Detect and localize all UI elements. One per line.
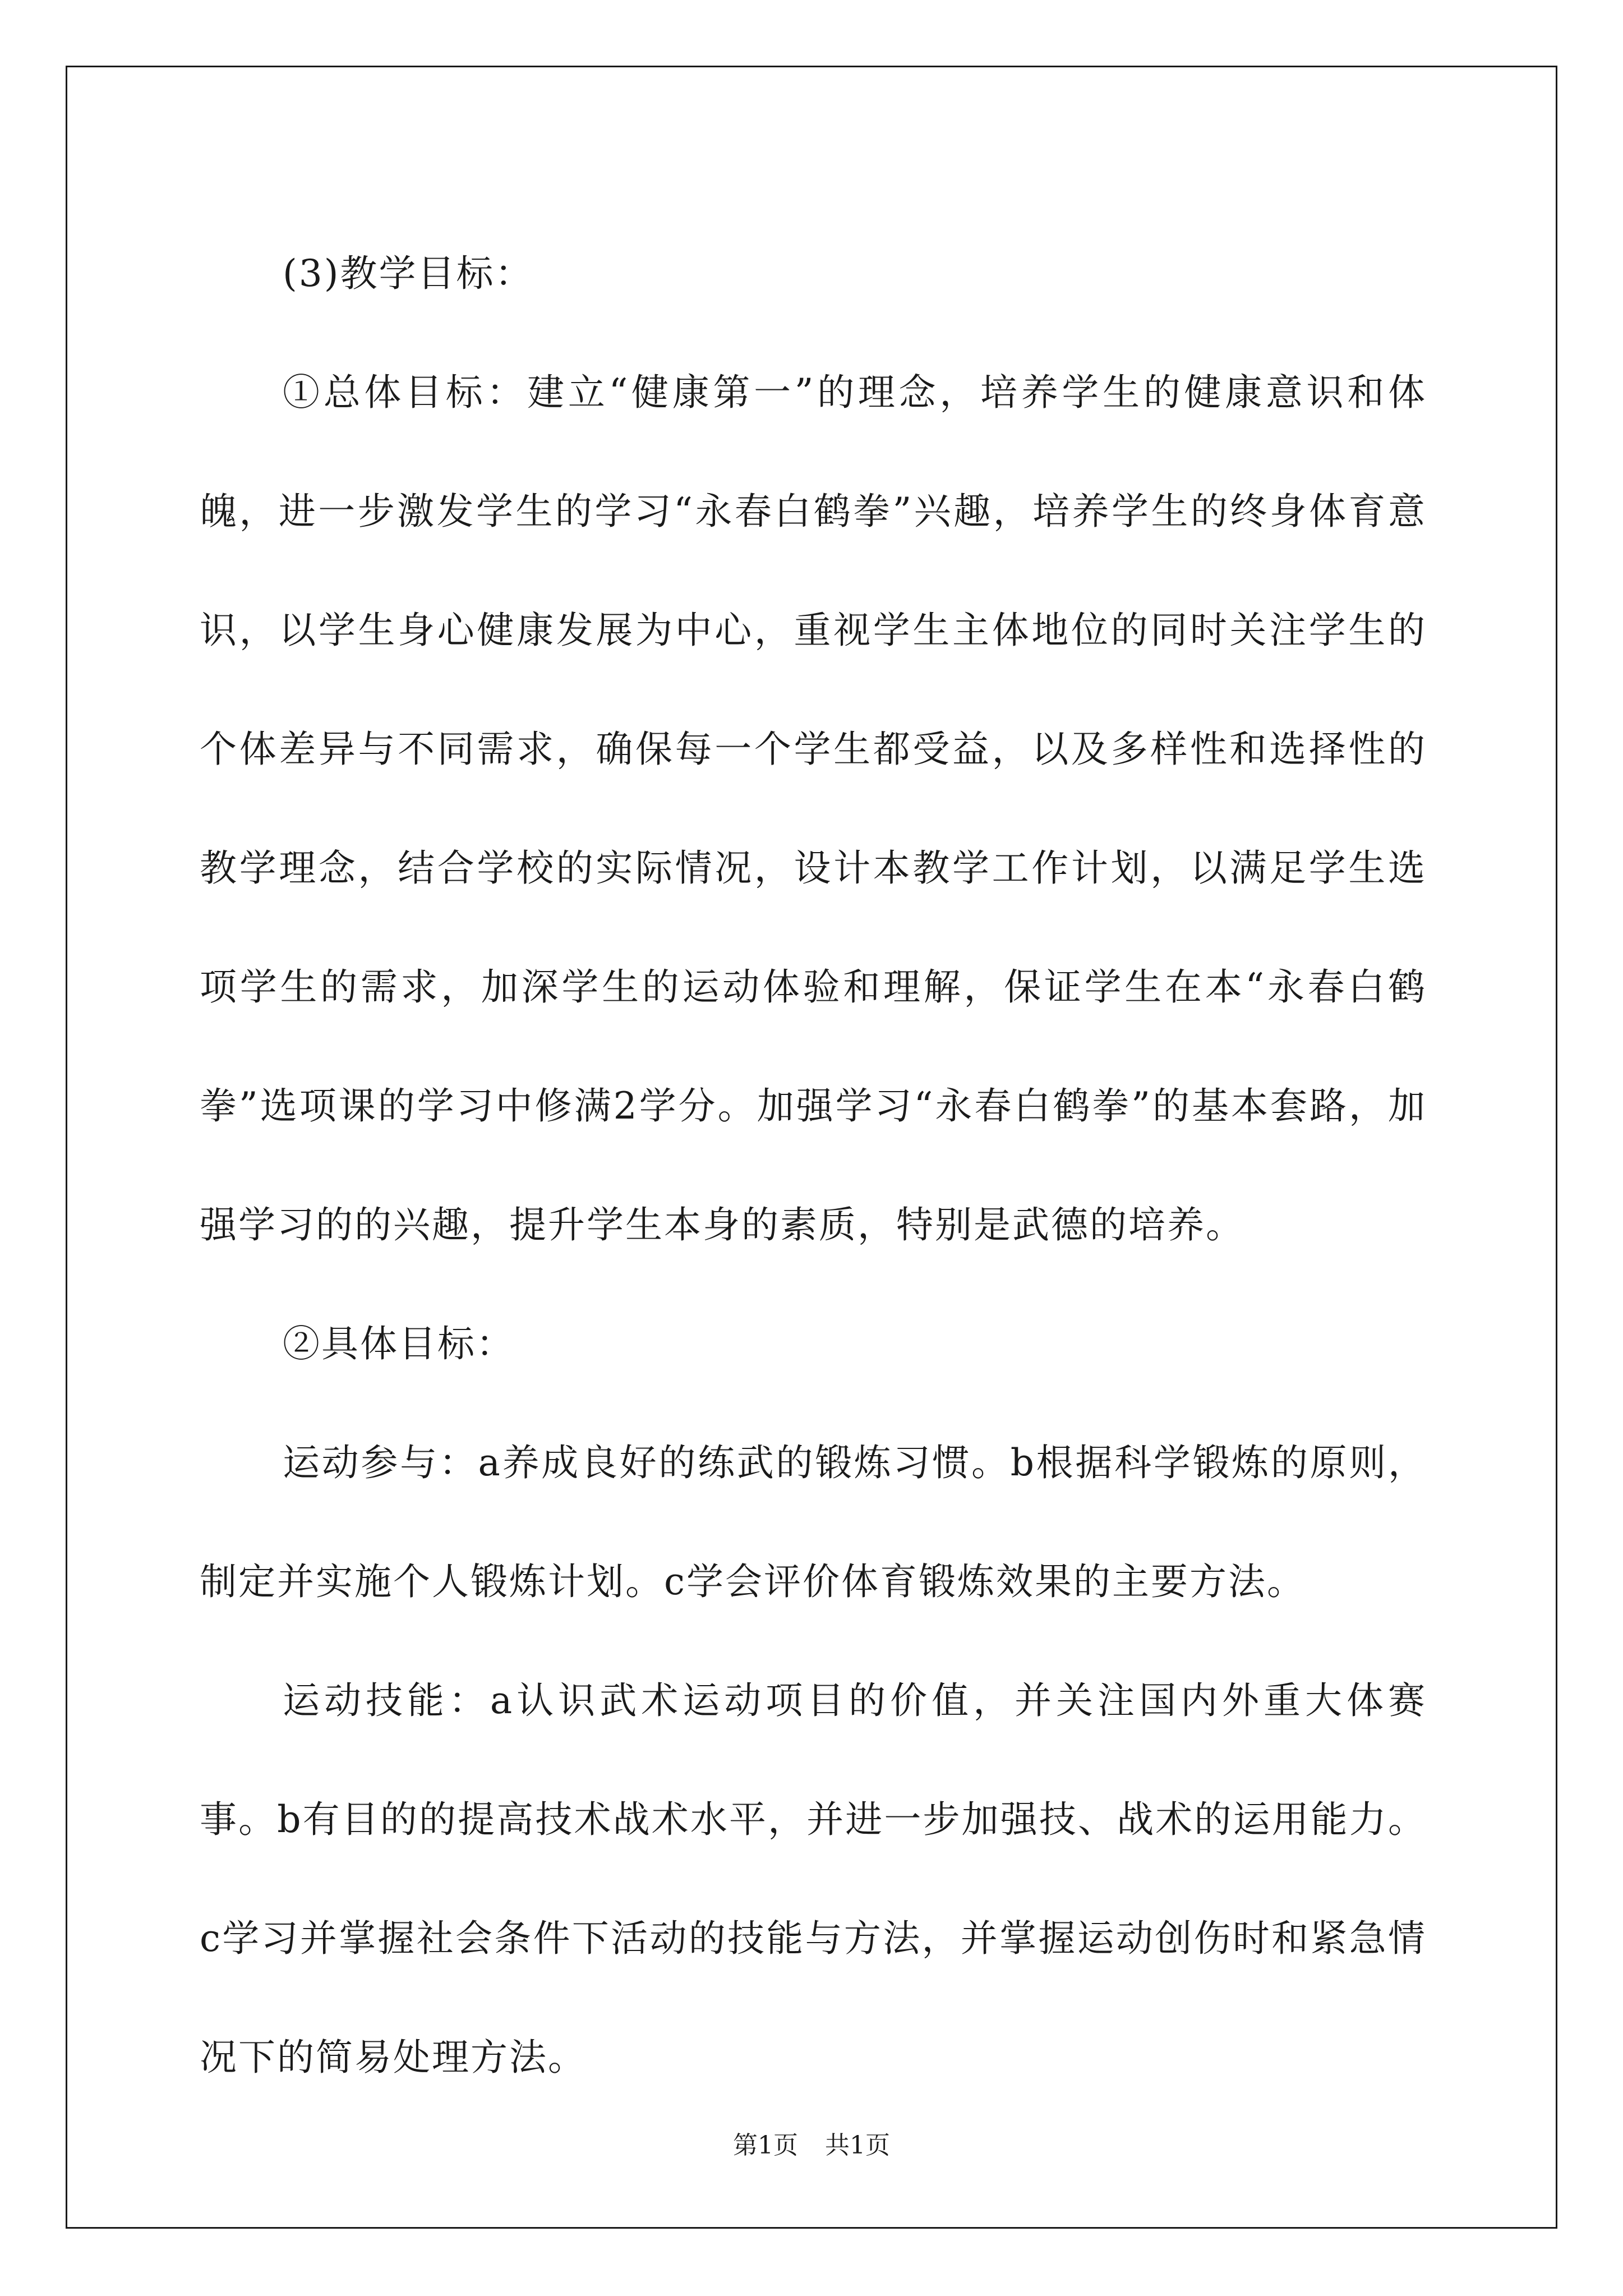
page-footer (0, 2125, 1623, 2161)
paragraph-overall-goal: ①总体目标：建立“健康第一”的理念，培养学生的健康意识和体魄，进一步激发学生的学习“永春白鹤拳”兴趣，培养学生的终身体育意识，以学生身心健康发展为中心，重视学生主体地位的同时关注学生的个体差异与不同需求，确保每一个学生都受益，以及多样性和选择性的教学理念，结合学校的实际情况，设计本教学工作计划，以满足学生选项学生的需求，加深学生的运动体验和理解，保证学生在本“永春白鹤拳”选项课的学习中修满2学分。加强学习“永春白鹤拳”的基本套路，加强学习的的兴趣，提升学生本身的素质，特别是武德的培养。 (200, 371, 1427, 1246)
page-number-total: 共1页 (825, 2131, 890, 2160)
document-body (200, 214, 1427, 2117)
paragraph-sport-skills: 运动技能：a认识武术运动项目的价值，并关注国内外重大体赛事。b有目的的提高技术战术水平，并进一步加强技、战术的运用能力。c学习并掌握社会条件下活动的技能与方法，并掌握运动创伤时和紧急情况下的简易处理方法。 (200, 1679, 1427, 2079)
paragraph-teaching-goals-heading: (3)教学目标： (283, 252, 534, 295)
paragraph-sport-participation: 运动参与：a养成良好的练武的锻炼习惯。b根据科学锻炼的原则，制定并实施个人锻炼计划。c学会评价体育锻炼效果的主要方法。 (200, 1441, 1427, 1603)
page-number-current: 第1页 (733, 2131, 798, 2160)
paragraph-specific-goals-heading: ②具体目标： (283, 1322, 515, 1365)
